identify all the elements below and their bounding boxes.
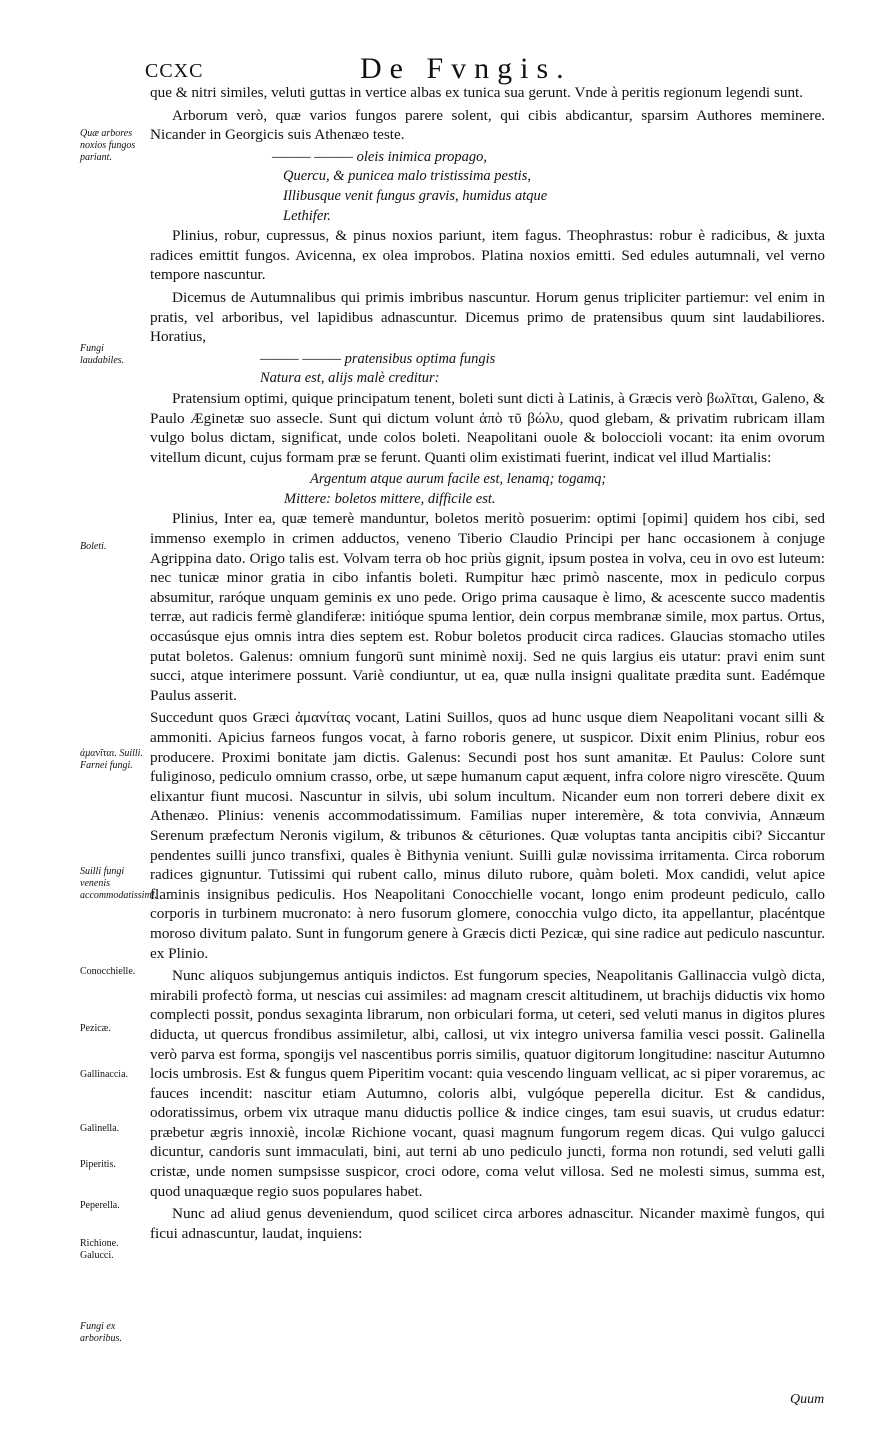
verse-line: Mittere: boletos mittere, difficile est. <box>284 490 496 507</box>
paragraph: Succedunt quos Græci ἀμανίτας vocant, Latini Suillos, quos ad hunc usque diem Neapolitani vocant silli & ammoniti. Apicius farneos fungos vocat, à farno roboris genere, ut suspicor. Dixit enim Plinius, robur eos producere. Proximi bonitate jam dictis. Galenus: Secundi post hos sunt amanitæ. Et Paulus: Colore sunt fuliginoso, pediculo omnium crasso, orbe, ut sæpe humanum caput æquent, infra colore nigro virescēte. Quum elixantur fiunt mucosi. Nascuntur in silvis, ubi solum incultum. Nicander eum non torreri debere dixit ex Athenæo. Plinius: venenis accommodatissimum. Familias nuper interemère, & tota convivia, Annæum Serenum præfectum Neronis vigilum, & tribunos & cēturiones. Quæ voluptas tanta ancipitis cibi? Siccantur pendentes suilli junco transfixi, quales è Bithynia veniunt. Suilli gulæ novissima irritamenta. Circa roborum radices gignuntur. Tutissimi qui rubent callo, minus diluto rubore, quàm boleti. Mox candidi, velut apice flaminis insignibus pediculis. Hos Neapolitani Conocchielle vocant, longo enim prodeunt pediculo, callo corporis in turbinem mucronato: à nero fusorum glomere, conocchia vulgo dicto, ita appellantur, placéntque moroso divitum palato. Sunt in fungorum genere à Græcis dicti Pezicæ, qui sine radice aut pediculo nascuntur. ex Plinio. <box>150 709 825 962</box>
catchword: Quum <box>790 1392 825 1407</box>
margin-note: Richione. Galucci. <box>80 1238 119 1261</box>
margin-note: Pezicæ. <box>80 1023 111 1034</box>
verse-line: ——— ——— oleis inimica propago, <box>272 148 487 165</box>
verse-line: Argentum atque aurum facile est, lenamq; togamq; <box>310 471 607 488</box>
margin-note: Fungi ex arboribus. <box>80 1321 122 1344</box>
running-title: De Fvngis. <box>360 52 572 85</box>
main-text <box>150 83 825 1246</box>
paragraph: Nunc ad aliud genus deveniendum, quod scilicet circa arbores adnascitur. Nicander maximè fungos, qui ficui adnascuntur, laudat, inquiens: <box>150 1205 825 1242</box>
margin-note: Boleti. <box>80 541 107 552</box>
page-header <box>145 52 785 86</box>
paragraph: Plinius, Inter ea, quæ temerè manduntur, boletos meritò posuerim: optimi [opimi] quidem hos cibi, sed immenso exemplo in crimen adductos, veneno Tiberio Claudio Principi per hanc occasionem à conjuge Agrippina dato. Origo talis est. Volvam terra ob hoc priùs gignit, ipsum postea in volva, ceu in ovo est luteum: nec tunicæ minor gratia in cibo infantis boleti. Rumpitur hæc primò nascente, mox in pediculo corpus absumitur, raróque unquam geminis ex uno pede. Origo prima causaque è limo, & acescente succo madentis terræ, aut radicis fermè glandiferæ: initióque spuma lentior, dein corpus membranæ simile, mox partus. Ortus, occasúsque ejus omnis intra dies septem est. Robur boletos producit circa radices. Glaucias stomacho utiles putat boletos. Galenus: omnium fungorū sunt minimè noxij. Sed ne quis largius eis utatur: pravi enim sunt succi, atque interimere possunt. Variè condiuntur, ut ea, quæ nulla insigni qualitate prædita sunt. Eadémque Paulus asserit. <box>150 510 825 704</box>
verse-line: ——— ——— pratensibus optima fungis <box>260 350 496 367</box>
margin-note: Gallinaccia. <box>80 1069 129 1080</box>
verse-line: Quercu, & punicea malo tristissima pestis, <box>283 168 531 185</box>
verse-line: Natura est, alijs malè creditur: <box>260 370 440 387</box>
page-number: CCXC <box>145 60 204 82</box>
margin-note: Conocchielle. <box>80 966 136 977</box>
margin-note: Peperella. <box>80 1200 120 1211</box>
margin-note: Suilli fungi venenis accommodatissimi. <box>80 866 157 901</box>
verse-line: Lethifer. <box>283 207 331 224</box>
paragraph: Dicemus de Autumnalibus qui primis imbribus nascuntur. Horum genus tripliciter partiemur: vel enim in pratis, vel arboribus, vel lapidibus adnascuntur. Dicemus primo de pratensibus quum sint laudabiliores. Horatius, <box>150 288 825 346</box>
paragraph: Plinius, robur, cupressus, & pinus noxios pariunt, item fagus. Theophrastus: robur è radicibus, & juxta radices emittit fungos. Avicenna, ex olea improbos. Platina noxios emitti. Sed edules autumnali, vel verno tempore nascuntur. <box>150 227 825 284</box>
margin-note: ἀμανῖται. Suilli. Farnei fungi. <box>80 748 143 771</box>
margin-note: Piperitis. <box>80 1159 116 1170</box>
paragraph: Pratensium optimi, quique principatum tenent, boleti sunt dicti à Latinis, à Græcis verò βωλῖται, Galeno, & Paulo Æginetæ suo assecle. Sunt qui dictum volunt ἀπὸ τῦ βώλυ, quod glebam, & privatim rubricam illam vulgo bolus dictam, significat, unde colos boleti. Neapolitani ouole & boloccioli vocant: ita enim ovorum vitellum dicunt, cujus formam præ se ferunt. Quanti olim existimati fuerint, indicat vel illud Martialis: <box>150 389 825 466</box>
paragraph: Nunc aliquos subjungemus antiquis indictos. Est fungorum species, Neapolitanis Gallinaccia vulgò dicta, mirabili profectò forma, ut nescias cui assimiles: ad magnam crescit altitudinem, ut brachijs diductis vix homo complecti possit, pondus sexaginta librarum, non orbiculari forma, ut ceteri, sed veluti manus in digitos plures diducta, ut quercus frondibus assimiletur, albi, callosi, ut vix integro universa familia vesci possit. Galinella verò parva est forma, spongijs vel nascentibus porris similis, quatuor digitorum longitudine: nascitur Autumno locis umbrosis. Est & fungus quem Piperitim vocant: quia vescendo linguam vellicat, ac si piper voraremus, ac fauces incendit: nascitur etiam Autumno, coloris albi, vulgóque peperella dicitur. Est & candidus, odoratissimus, orbem vix utraque manu diductis pollice & indice cinges, tam esui suavis, ut crudus edatur: præbetur ægris innoxiè, incolæ Richione vocant, quasi magnum fungorum regem dicas. Qui vulgo galucci dicuntur, candoris sunt immaculati, bini, aut terni ab uno pediculo juncti, forma non rotundi, sed veluti galli cristæ, unde nomen sumpsisse suspicor, croci odore, coma velut villosa. Sed ne molesti simus, summa est, quod unaquæque regio suos populares habet. <box>150 967 825 1200</box>
paragraph: que & nitri similes, veluti guttas in vertice albas ex tunica sua gerunt. Vnde à peritis regionum legendi sunt. <box>150 84 804 101</box>
margin-note: Fungi laudabiles. <box>80 343 125 366</box>
verse-line: Illibusque venit fungus gravis, humidus atque <box>283 187 548 204</box>
paragraph: Arborum verò, quæ varios fungos parere solent, qui cibis abdicantur, sparsim Authores meminere. Nicander in Georgicis suis Athenæo teste. <box>150 106 825 144</box>
margin-note: Quæ arbores noxios fungos pariant. <box>80 128 136 163</box>
margin-note: Galinella. <box>80 1123 120 1134</box>
